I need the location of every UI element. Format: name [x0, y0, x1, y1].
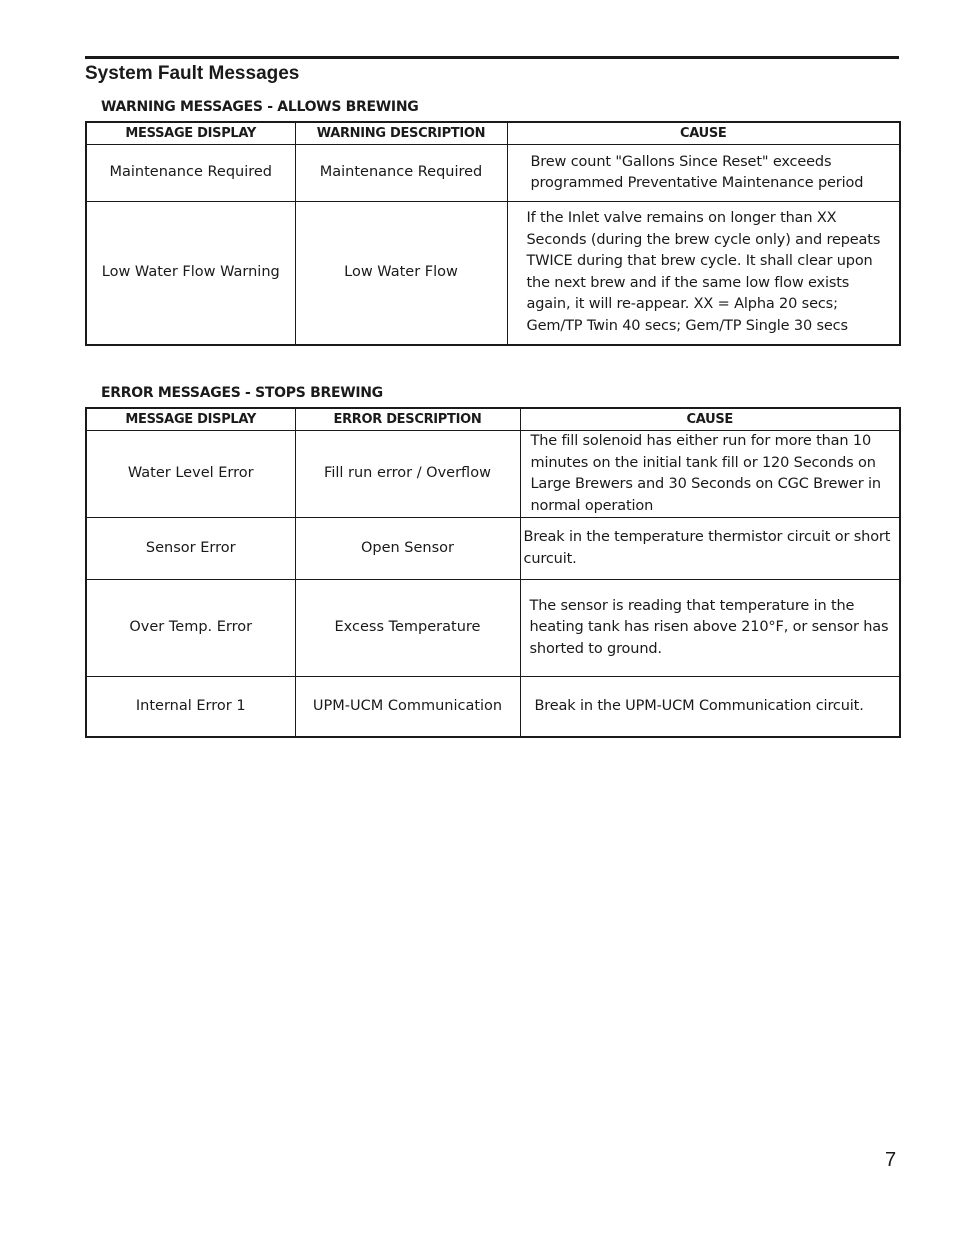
- message-display-cell: Water Level Error: [86, 431, 295, 518]
- message-display-cell: Maintenance Required: [86, 145, 295, 202]
- cause-cell: The fill solenoid has either run for more than 10 minutes on the initial tank fill or 120 Seconds on Large Brewers and 30 Seconds on CGC Brewer in normal operation: [520, 431, 900, 518]
- cause-cell: Break in the temperature thermistor circuit or short curcuit.: [520, 518, 900, 580]
- description-cell: Fill run error / Overflow: [295, 431, 520, 518]
- message-display-cell: Internal Error 1: [86, 677, 295, 737]
- table-row: [86, 145, 900, 202]
- message-display-cell: Low Water Flow Warning: [86, 202, 295, 345]
- page-number: 7: [885, 1149, 897, 1171]
- warning-section-heading: WARNING MESSAGES - ALLOWS BREWING: [101, 99, 419, 115]
- table-row: [86, 580, 900, 677]
- description-cell: Open Sensor: [295, 518, 520, 580]
- description-cell: Maintenance Required: [295, 145, 507, 202]
- table-row: [86, 202, 900, 345]
- column-header-message-display: MESSAGE DISPLAY: [86, 122, 295, 145]
- cause-cell: The sensor is reading that temperature in the heating tank has risen above 210°F, or sensor has shorted to ground.: [520, 580, 900, 677]
- column-header-error-description: ERROR DESCRIPTION: [295, 408, 520, 431]
- description-cell: Low Water Flow: [295, 202, 507, 345]
- page-title: System Fault Messages: [85, 63, 300, 84]
- table-row: [86, 431, 900, 518]
- header-rule: [85, 56, 899, 59]
- warning-messages-table: [85, 121, 901, 346]
- error-messages-table: [85, 407, 901, 738]
- description-cell: Excess Temperature: [295, 580, 520, 677]
- error-header-row: [86, 408, 900, 431]
- cause-cell: Brew count "Gallons Since Reset" exceeds programmed Preventative Maintenance period: [507, 145, 900, 202]
- table-row: [86, 677, 900, 737]
- column-header-message-display: MESSAGE DISPLAY: [86, 408, 295, 431]
- column-header-cause: CAUSE: [507, 122, 900, 145]
- error-section-heading: ERROR MESSAGES - STOPS BREWING: [101, 385, 383, 401]
- column-header-cause: CAUSE: [520, 408, 900, 431]
- message-display-cell: Over Temp. Error: [86, 580, 295, 677]
- description-cell: UPM-UCM Communication: [295, 677, 520, 737]
- warning-header-row: [86, 122, 900, 145]
- cause-cell: Break in the UPM-UCM Communication circuit.: [520, 677, 900, 737]
- message-display-cell: Sensor Error: [86, 518, 295, 580]
- column-header-warning-description: WARNING DESCRIPTION: [295, 122, 507, 145]
- cause-cell: If the Inlet valve remains on longer than XX Seconds (during the brew cycle only) and repeats TWICE during that brew cycle. It shall clear upon the next brew and if the same low flow exists again, it will re-appear. XX = Alpha 20 secs; Gem/TP Twin 40 secs; Gem/TP Single 30 secs: [507, 202, 900, 345]
- table-row: [86, 518, 900, 580]
